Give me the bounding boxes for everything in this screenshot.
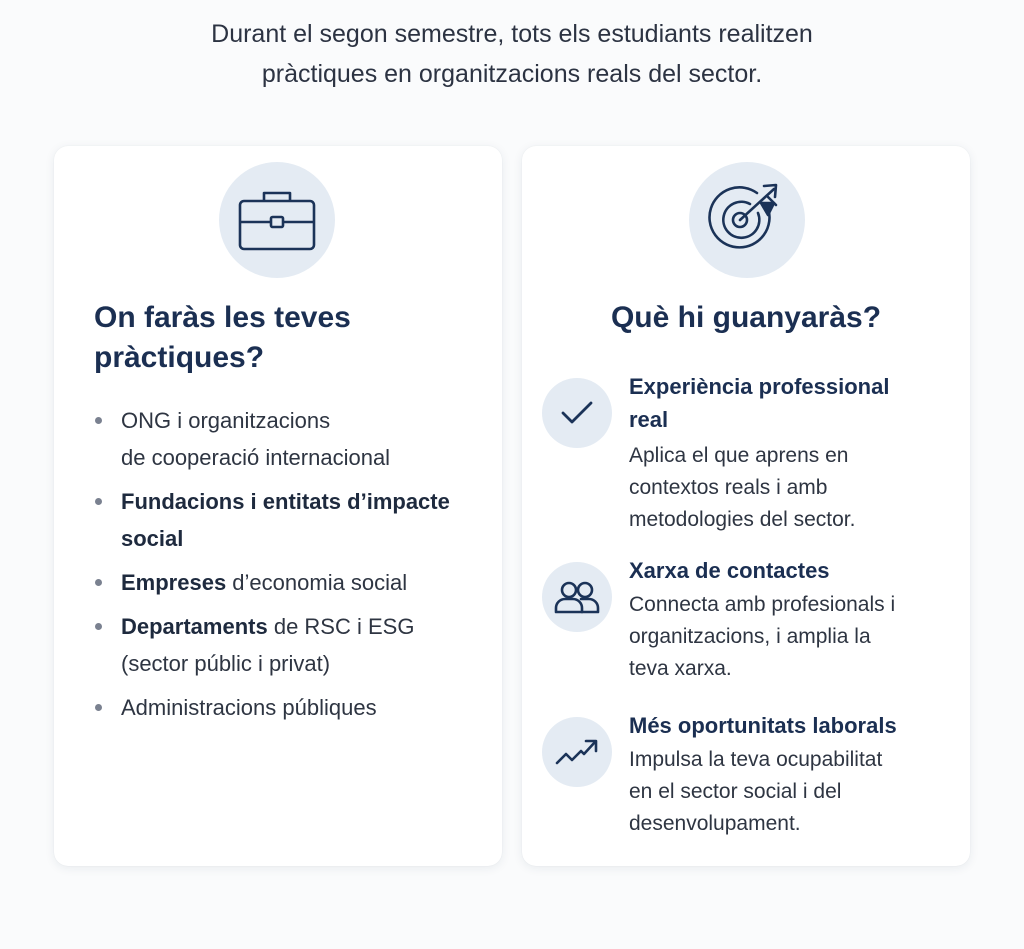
list-item-line: d’impacte social [121, 489, 450, 551]
benefit-title: Xarxa de contactes [629, 558, 830, 583]
bullet-icon [95, 623, 102, 630]
benefit-desc-line: contextos reals i amb [629, 476, 828, 499]
benefit-description [629, 744, 949, 840]
bullet-icon [95, 498, 102, 505]
benefit-desc-line: Connecta amb profesionals i [629, 593, 896, 616]
list-item-line: (sector públic i privat) [121, 651, 331, 676]
internship-places-card [54, 146, 502, 866]
list-item-lead: Empreses [121, 570, 227, 595]
list-item-line: Administracions públiques [121, 695, 377, 720]
briefcase-icon [219, 162, 335, 278]
intro-line-1: Durant el segon semestre, tots els estudiants realitzen [211, 20, 813, 48]
places-list [95, 402, 495, 733]
list-item [95, 689, 495, 726]
card-title-places-line-2: pràctiques? [94, 341, 265, 374]
people-icon [542, 562, 612, 632]
bullet-icon [95, 704, 102, 711]
card-title-places [94, 298, 424, 378]
list-item [95, 402, 495, 476]
list-item-line: Fundacions i entitats [121, 489, 342, 514]
benefit-desc-line: en el sector social i del [629, 780, 842, 803]
list-item [95, 608, 495, 682]
list-item-line: ONG i organitzacions [121, 408, 331, 433]
benefit-desc-line: teva xarxa. [629, 657, 732, 680]
benefit-desc-line: desenvolupament. [629, 812, 801, 835]
list-item [95, 564, 495, 601]
benefit-title [629, 370, 949, 436]
card-title-places-line-1: On faràs les teves [94, 301, 351, 334]
benefit-title-line-2: real [629, 407, 669, 432]
list-item-line [121, 564, 495, 601]
intro-text [0, 14, 1024, 94]
benefit-desc-line: metodologies del sector. [629, 508, 856, 531]
benefit-desc-line: Aplica el que aprens en [629, 444, 849, 467]
benefit-title-line-1: Experiència professional [629, 374, 890, 399]
card-title-benefits: Què hi guanyaràs? [610, 301, 882, 334]
benefit-desc-line: Impulsa la teva ocupabilitat [629, 748, 883, 771]
bullet-icon [95, 579, 102, 586]
bullet-icon [95, 417, 102, 424]
benefit-description [629, 589, 949, 685]
trend-up-icon [542, 717, 612, 787]
target-arrow-icon [689, 162, 805, 278]
list-item-lead: Departaments [121, 614, 268, 639]
list-item-line [121, 608, 495, 645]
benefits-card [522, 146, 970, 866]
benefit-desc-line: organitzacions, i amplia la [629, 625, 871, 648]
intro-line-2: pràctiques en organitzacions reals del sector. [261, 60, 763, 88]
list-item-line: de cooperació internacional [121, 445, 391, 470]
benefit-title: Més oportunitats laborals [629, 713, 897, 738]
list-item-rest: d’economia social [226, 570, 408, 595]
benefit-description [629, 440, 949, 536]
check-icon [542, 378, 612, 448]
list-item-rest: de RSC i ESG [267, 614, 415, 639]
list-item [95, 483, 495, 557]
